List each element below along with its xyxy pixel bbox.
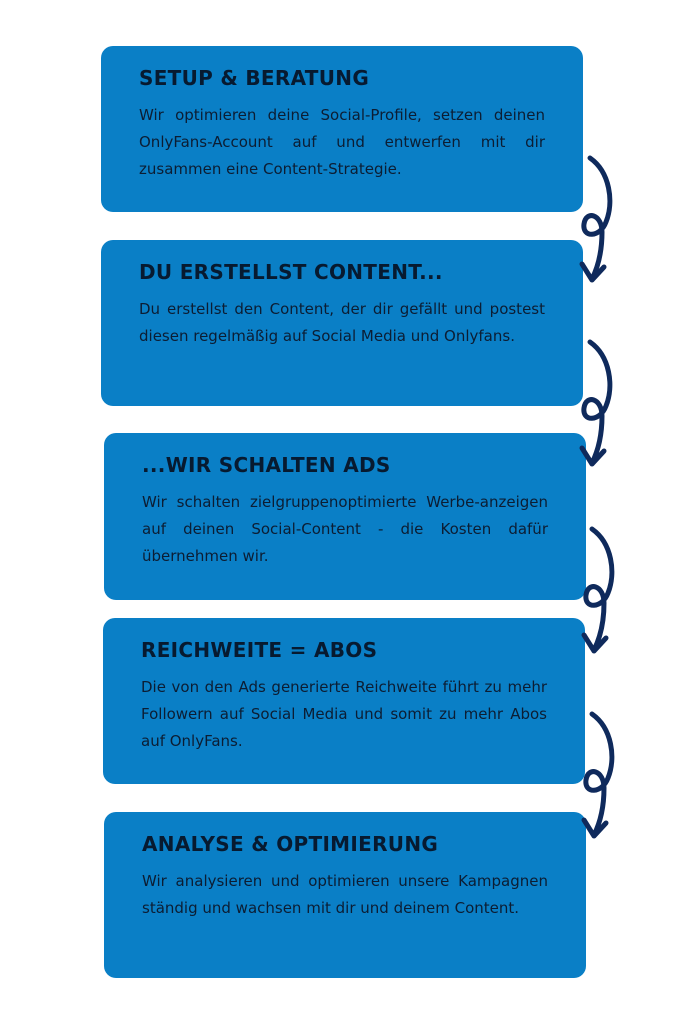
loop-arrow-icon-4 [570,708,630,843]
loop-arrow-icon-1 [568,152,628,287]
step-text-5: Wir analysieren und optimieren unsere Kampagnen ständig und wachsen mit dir und deinem Content. [142,872,548,917]
step-title-3: ...WIR SCHALTEN ADS [142,453,391,477]
loop-arrow-icon-3 [570,523,630,658]
loop-arrow-icon-2 [568,336,628,471]
step-title-2: DU ERSTELLST CONTENT... [139,260,443,284]
step-box-2 [101,240,583,406]
step-box-3 [104,433,586,600]
step-text-1: Wir optimieren deine Social-Profile, setzen deinen OnlyFans-Account auf und entwerfen mit dir zusammen eine Content-Strategie. [139,106,545,178]
step-text-3: Wir schalten zielgruppenoptimierte Werbe-anzeigen auf deinen Social-Content - die Kosten dafür übernehmen wir. [142,493,548,565]
step-title-5: ANALYSE & OPTIMIERUNG [142,832,439,856]
step-title-1: SETUP & BERATUNG [139,66,370,90]
step-text-4: Die von den Ads generierte Reichweite führt zu mehr Followern auf Social Media und somit zu mehr Abos auf OnlyFans. [141,678,547,750]
step-box-5 [104,812,586,978]
step-box-1 [101,46,583,212]
step-text-2: Du erstellst den Content, der dir gefällt und postest diesen regelmäßig auf Social Media und Onlyfans. [139,300,545,345]
step-title-4: REICHWEITE = ABOS [141,638,378,662]
step-box-4 [103,618,585,784]
